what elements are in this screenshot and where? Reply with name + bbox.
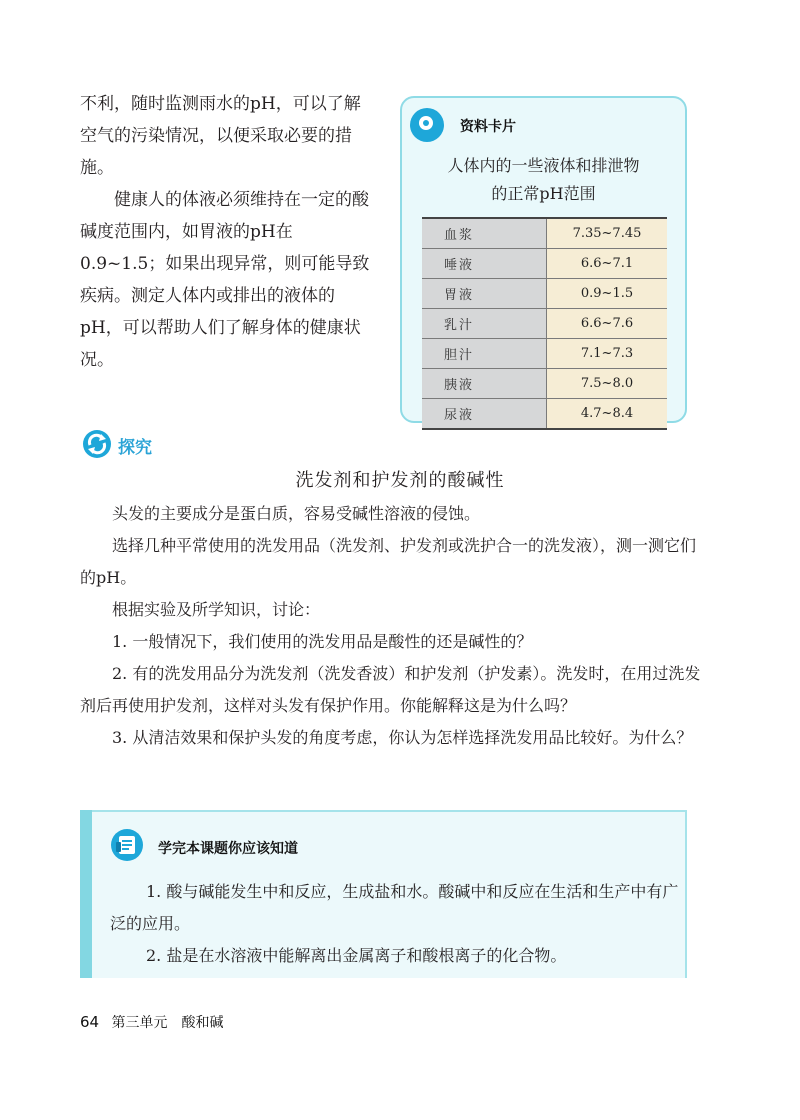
ph-range: 7.1~7.3	[547, 339, 668, 369]
fluid-name: 血浆	[422, 218, 547, 249]
info-card-icon	[410, 108, 444, 142]
ph-range: 4.7~8.4	[547, 399, 668, 430]
page-number: 64	[80, 1013, 100, 1031]
fluid-name: 胰液	[422, 369, 547, 399]
explore-paragraph: 选择几种平常使用的洗发用品（洗发剂、护发剂或洗护合一的洗发液），测一测它们的pH。	[80, 536, 697, 587]
ph-range: 6.6~7.1	[547, 249, 668, 279]
intro-paragraph-1: 不利，随时监测雨水的pH，可以了解空气的污染情况，以便采取必要的措施。	[80, 94, 361, 178]
fluid-name: 唾液	[422, 249, 547, 279]
table-row	[422, 369, 667, 399]
discussion-question-3: 3. 从清洁效果和保护头发的角度考虑，你认为怎样选择洗发用品比较好。为什么？	[112, 728, 693, 747]
summary-border-top	[92, 810, 687, 812]
page-footer	[80, 1012, 224, 1032]
ph-range: 0.9~1.5	[547, 279, 668, 309]
summary-accent-bar	[80, 810, 92, 978]
table-row	[422, 339, 667, 369]
explore-title: 洗发剂和护发剂的酸碱性	[295, 470, 505, 491]
info-card-title-line1: 人体内的一些液体和排泄物	[447, 156, 640, 175]
ph-range: 6.6~7.6	[547, 309, 668, 339]
info-card-title-line2: 的正常pH范围	[491, 184, 596, 203]
summary-title: 学完本课题你应该知道	[158, 841, 298, 857]
intro-text	[80, 88, 376, 376]
ph-range-table	[422, 217, 667, 430]
ph-range: 7.35~7.45	[547, 218, 668, 249]
ph-range: 7.5~8.0	[547, 369, 668, 399]
summary-item-2: 2. 盐是在水溶液中能解离出金属离子和酸根离子的化合物。	[146, 946, 567, 965]
info-card	[400, 96, 687, 423]
unit-title: 第三单元 酸和碱	[111, 1015, 224, 1031]
fluid-name: 胃液	[422, 279, 547, 309]
fluid-name: 尿液	[422, 399, 547, 430]
table-row	[422, 279, 667, 309]
explore-icon	[82, 429, 112, 459]
table-row	[422, 399, 667, 430]
summary-border-right	[685, 810, 687, 978]
info-card-label: 资料卡片	[460, 119, 516, 135]
table-row	[422, 309, 667, 339]
table-row	[422, 249, 667, 279]
discussion-question-2: 2. 有的洗发用品分为洗发剂（洗发香波）和护发剂（护发素）。洗发时，在用过洗发剂后再使用护发剂，这样对头发有保护作用。你能解释这是为什么吗？	[80, 664, 701, 715]
intro-paragraph-2: 健康人的体液必须维持在一定的酸碱度范围内，如胃液的pH在0.9~1.5；如果出现异常，则可能导致疾病。测定人体内或排出的液体的pH，可以帮助人们了解身体的健康状况。	[80, 190, 370, 370]
explore-body	[80, 498, 706, 754]
table-row	[422, 218, 667, 249]
summary-text	[110, 876, 682, 972]
discussion-question-1: 1. 一般情况下，我们使用的洗发用品是酸性的还是碱性的？	[112, 632, 533, 651]
explore-paragraph: 头发的主要成分是蛋白质，容易受碱性溶液的侵蚀。	[112, 504, 481, 523]
summary-item-1: 1. 酸与碱能发生中和反应，生成盐和水。酸碱中和反应在生活和生产中有广泛的应用。	[110, 882, 679, 933]
summary-icon	[110, 828, 144, 862]
explore-paragraph: 根据实验及所学知识，讨论：	[112, 600, 321, 619]
explore-label: 探究	[118, 438, 152, 458]
fluid-name: 乳汁	[422, 309, 547, 339]
fluid-name: 胆汁	[422, 339, 547, 369]
